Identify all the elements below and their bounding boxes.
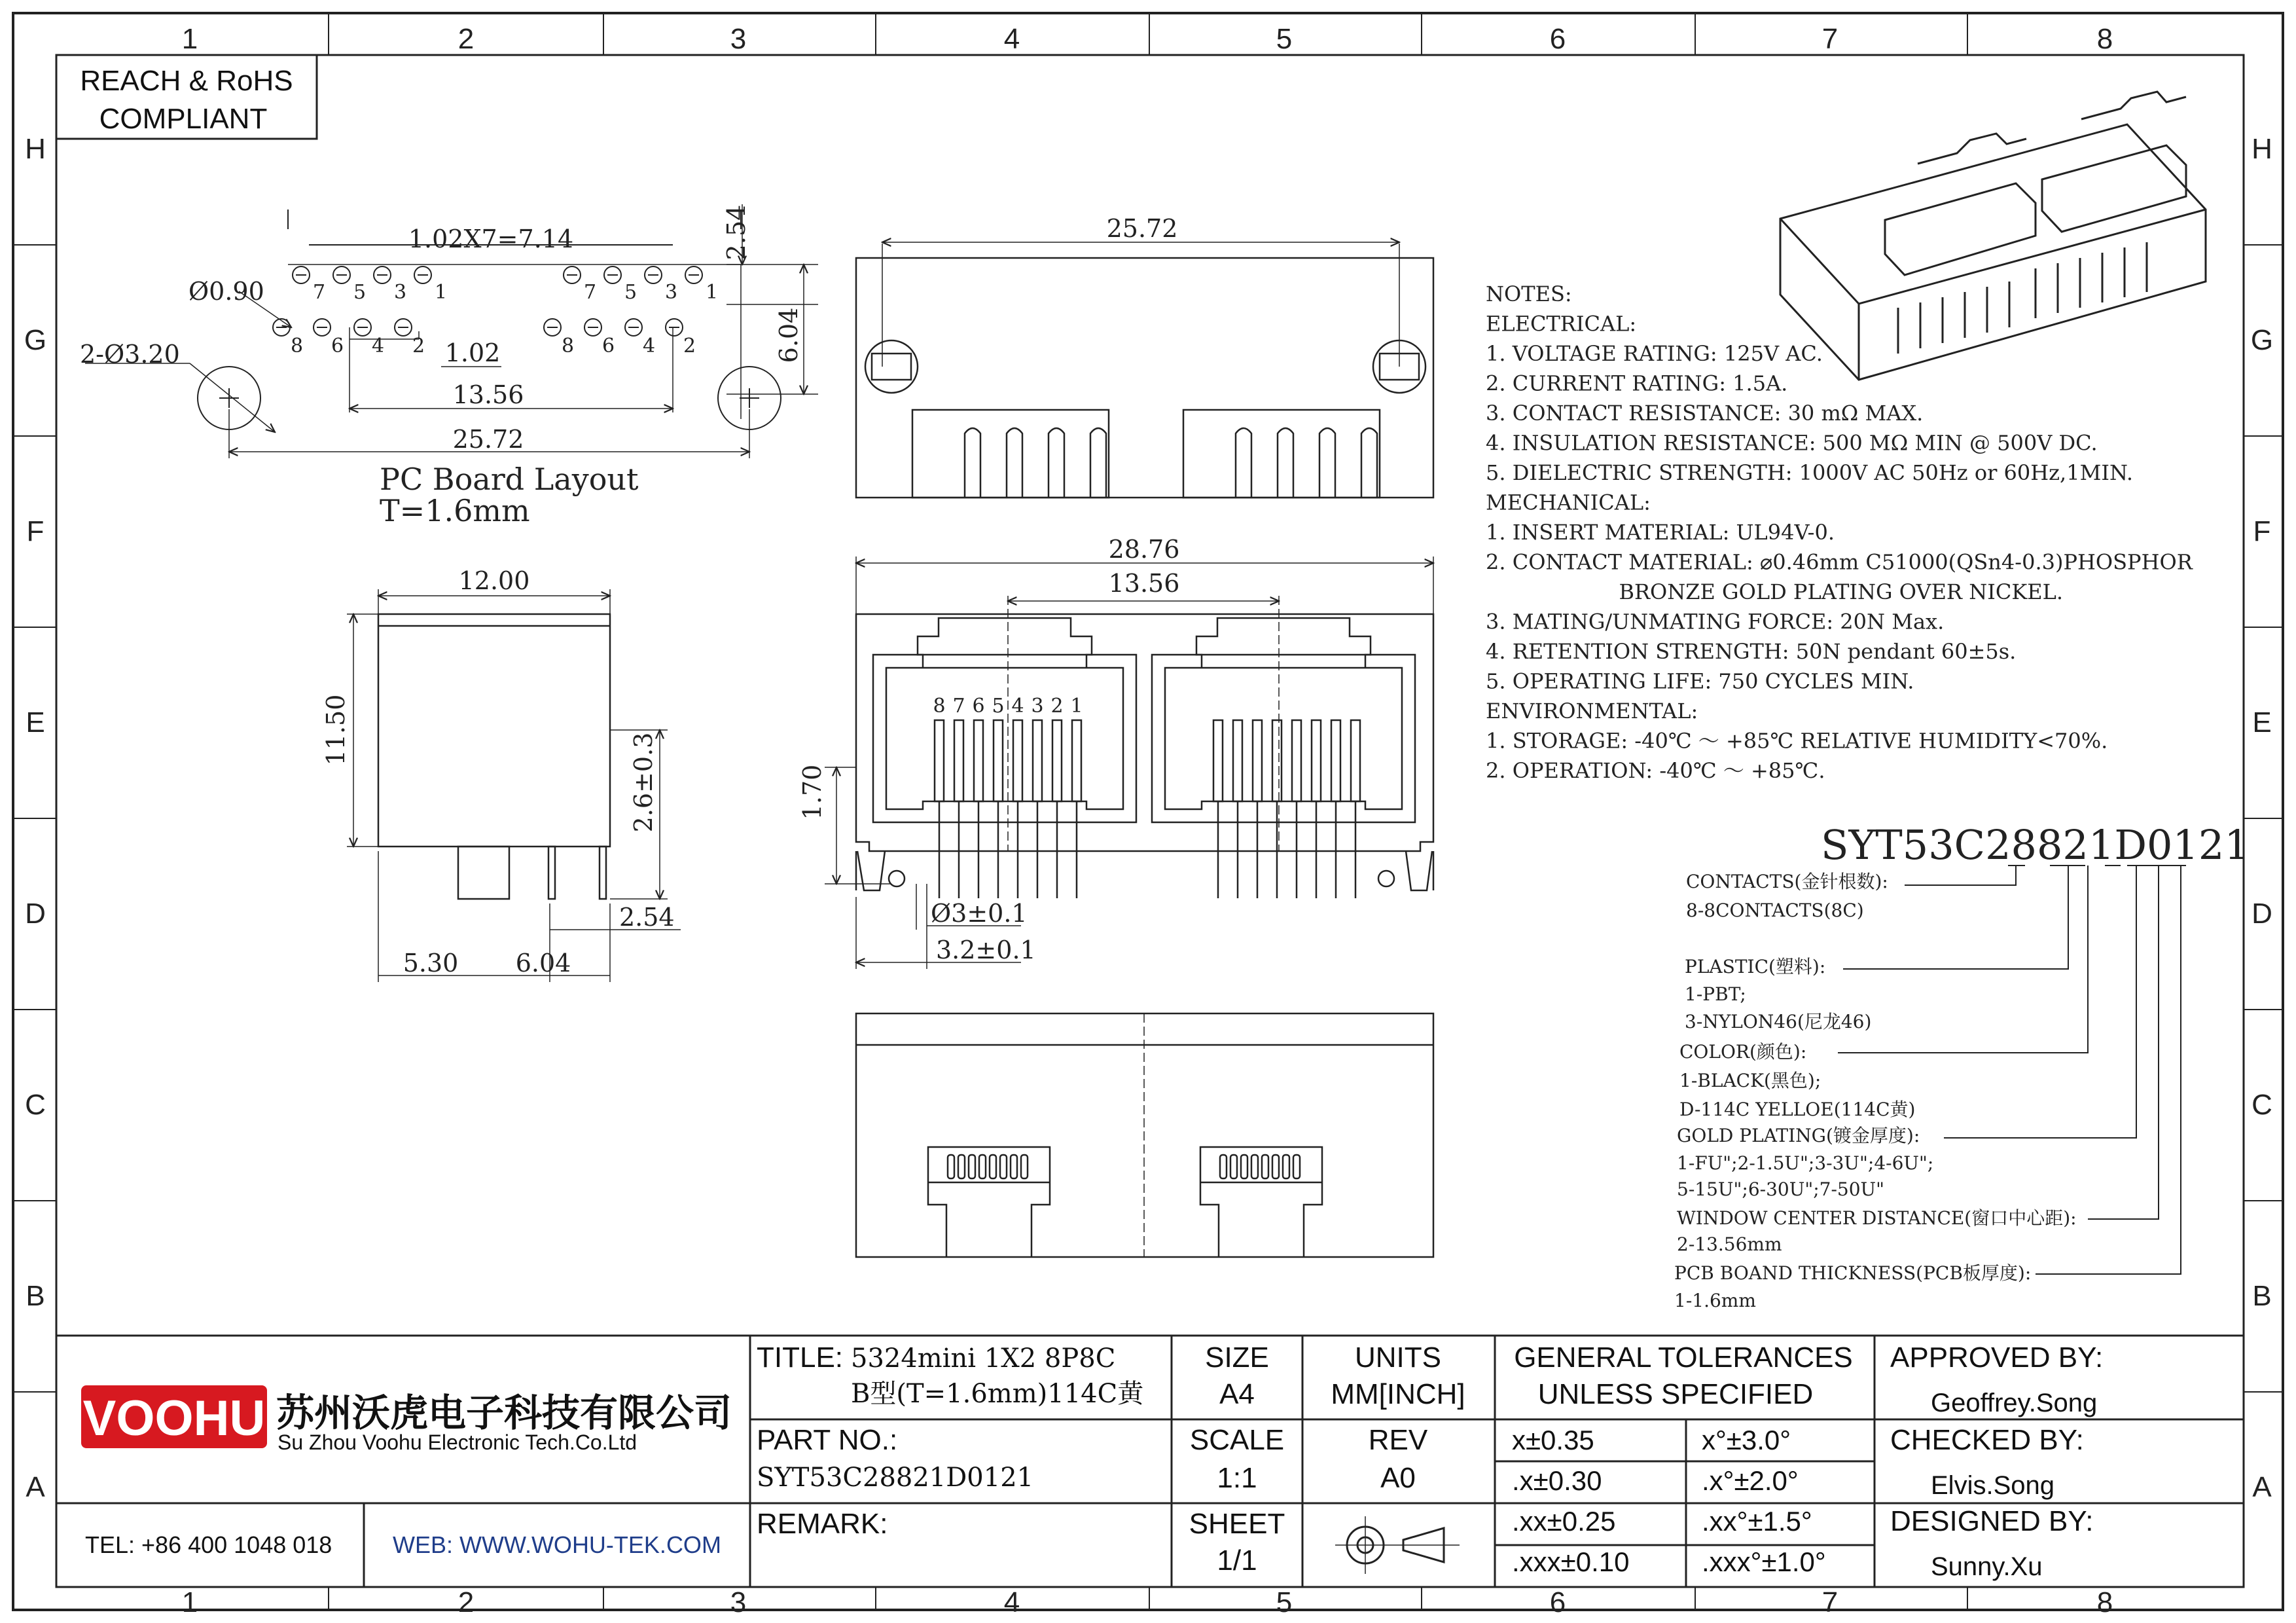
note-line: 5. DIELECTRIC STRENGTH: 1000V AC 50Hz or 60Hz,1MIN. — [1486, 460, 2134, 485]
note-line: 1. INSERT MATERIAL: UL94V-0. — [1486, 520, 1835, 545]
pin-number: 2 — [412, 335, 425, 357]
code-legend-line: D-114C YELLOE(114C黄) — [1679, 1099, 1916, 1120]
compliance-line1: REACH & RoHS — [80, 65, 293, 97]
tolerance-value: .xx±0.25 — [1512, 1506, 1616, 1537]
code-legend-line: COLOR(颜色): — [1679, 1041, 1807, 1063]
vertical-254-label: 2.54 — [722, 204, 751, 261]
approved-label: APPROVED BY: — [1890, 1341, 2104, 1374]
designed-name: Sunny.Xu — [1931, 1552, 2043, 1581]
note-line: 2. OPERATION: -40℃ ～ +85℃. — [1486, 758, 1825, 783]
pin-number: 7 — [313, 281, 326, 304]
pitch-label: 1.02X7=7.14 — [408, 225, 574, 253]
contact-number: 8 — [933, 695, 946, 718]
row-marker-C-left: C — [25, 1089, 46, 1121]
title-label: TITLE: — [757, 1341, 844, 1374]
note-line: 4. INSULATION RESISTANCE: 500 MΩ MIN @ 500V DC. — [1486, 430, 2098, 456]
note-line: 1. VOLTAGE RATING: 125V AC. — [1486, 341, 1823, 366]
code-legend-line: PLASTIC(塑料): — [1685, 956, 1826, 977]
pin-number: 3 — [394, 281, 407, 304]
row-marker-B-left: B — [26, 1280, 45, 1312]
pin-number: 8 — [562, 335, 575, 357]
note-line: 3. CONTACT RESISTANCE: 30 mΩ MAX. — [1486, 401, 1924, 426]
pin-number: 1 — [435, 281, 448, 304]
row-marker-F-left: F — [26, 515, 45, 547]
note-line: 2. CONTACT MATERIAL: ⌀0.46mm C51000(QSn4-0.3)PHOSPHOR — [1486, 549, 2193, 575]
side-530-label: 5.30 — [403, 949, 459, 977]
pin-number: 7 — [584, 281, 597, 304]
code-legend-line: GOLD PLATING(镀金厚度): — [1677, 1125, 1920, 1146]
column-marker-4-bottom: 4 — [1003, 1586, 1020, 1618]
contact-number: 5 — [992, 695, 1005, 718]
row-marker-G-right: G — [2250, 324, 2274, 356]
pin-number: 3 — [665, 281, 678, 304]
logo-text: VOOHU — [82, 1391, 266, 1446]
tel: TEL: +86 400 1048 018 — [85, 1531, 332, 1558]
row-marker-A-left: A — [26, 1471, 45, 1503]
rev-value: A0 — [1380, 1462, 1416, 1494]
pcb-caption-line2: T=1.6mm — [380, 493, 530, 528]
checked-name: Elvis.Song — [1931, 1471, 2054, 1500]
note-line: 4. RETENTION STRENGTH: 50N pendant 60±5s. — [1486, 639, 2017, 664]
code-legend-line: 1-1.6mm — [1674, 1290, 1756, 1311]
tolerance-value: .xxx°±1.0° — [1702, 1546, 1826, 1577]
window-distance-label: 13.56 — [452, 380, 524, 409]
title-line1: 5324mini 1X2 8P8C — [851, 1343, 1116, 1374]
column-marker-4-top: 4 — [1003, 23, 1020, 55]
approved-name: Geoffrey.Song — [1931, 1389, 2098, 1417]
contact-number: 2 — [1050, 695, 1064, 718]
top-width-label: 25.72 — [1106, 214, 1178, 243]
pin-number: 5 — [353, 281, 367, 304]
checked-label: CHECKED BY: — [1890, 1424, 2084, 1456]
column-marker-3-bottom: 3 — [730, 1586, 747, 1618]
row-marker-B-right: B — [2252, 1280, 2272, 1312]
total-width-label: 25.72 — [452, 425, 524, 454]
hole-label: 2-Ø3.20 — [80, 340, 180, 369]
row-marker-G-left: G — [24, 324, 47, 356]
note-line: MECHANICAL: — [1486, 490, 1651, 515]
size-label: SIZE — [1205, 1341, 1269, 1374]
sheet-label: SHEET — [1189, 1508, 1285, 1540]
pin-number: 6 — [602, 335, 615, 357]
column-marker-5-bottom: 5 — [1276, 1586, 1293, 1618]
pin-number: 6 — [331, 335, 344, 357]
column-marker-6-top: 6 — [1549, 23, 1566, 55]
tolerance-value: .x°±2.0° — [1702, 1465, 1799, 1496]
pin-diameter-label: Ø0.90 — [188, 277, 264, 306]
side-width-label: 12.00 — [458, 566, 530, 595]
pin-offset-label: 1.02 — [444, 338, 501, 367]
row-marker-E-right: E — [2252, 706, 2272, 739]
row-marker-H-left: H — [25, 133, 46, 165]
title-line2: B型(T=1.6mm)114C黄 — [851, 1379, 1144, 1409]
code-legend-line: WINDOW CENTER DISTANCE(窗口中心距): — [1677, 1207, 2077, 1229]
code-legend-line: 1-BLACK(黑色); — [1679, 1070, 1821, 1091]
column-marker-3-top: 3 — [730, 23, 747, 55]
code-legend-line: PCB BOAND THICKNESS(PCB板厚度): — [1674, 1262, 2032, 1284]
scale-label: SCALE — [1189, 1424, 1285, 1456]
row-marker-F-right: F — [2253, 515, 2271, 547]
note-line: 2. CURRENT RATING: 1.5A. — [1486, 371, 1788, 396]
column-marker-8-bottom: 8 — [2096, 1586, 2113, 1618]
pcb-caption-line1: PC Board Layout — [380, 462, 639, 497]
sheet-value: 1/1 — [1217, 1544, 1257, 1577]
contact-number: 7 — [952, 695, 965, 718]
row-marker-C-right: C — [2251, 1089, 2272, 1121]
front-32-label: 3.2±0.1 — [936, 936, 1036, 964]
part-no: SYT53C28821D0121 — [757, 1463, 1034, 1493]
tolerance-value: .x±0.30 — [1512, 1465, 1602, 1496]
contact-number: 4 — [1011, 695, 1024, 718]
pin-number: 8 — [291, 335, 304, 357]
column-marker-1-top: 1 — [181, 23, 198, 55]
code-legend-line: 8-8CONTACTS(8C) — [1686, 900, 1864, 921]
row-marker-E-left: E — [26, 706, 45, 739]
column-marker-8-top: 8 — [2096, 23, 2113, 55]
side-pin-length-label: 2.6±0.3 — [629, 732, 658, 833]
pin-number: 5 — [624, 281, 637, 304]
column-marker-1-bottom: 1 — [181, 1586, 198, 1618]
row-marker-D-right: D — [2251, 898, 2272, 930]
tolerance-value: x±0.35 — [1512, 1425, 1594, 1455]
row-marker-H-right: H — [2251, 133, 2272, 165]
row-marker-D-left: D — [25, 898, 46, 930]
side-height-label: 11.50 — [321, 694, 350, 766]
note-line: 3. MATING/UNMATING FORCE: 20N Max. — [1486, 609, 1945, 634]
contact-number: 1 — [1070, 695, 1083, 718]
company-en: Su Zhou Voohu Electronic Tech.Co.Ltd — [278, 1431, 637, 1454]
web: WEB: WWW.WOHU-TEK.COM — [393, 1531, 721, 1558]
column-marker-7-top: 7 — [1821, 23, 1839, 55]
pin-number: 2 — [683, 335, 696, 357]
column-marker-7-bottom: 7 — [1821, 1586, 1839, 1618]
scale-value: 1:1 — [1217, 1462, 1257, 1494]
note-line: BRONZE GOLD PLATING OVER NICKEL. — [1486, 579, 2063, 604]
side-pitch-label: 2.54 — [619, 903, 675, 932]
note-line: NOTES: — [1486, 282, 1572, 306]
pin-number: 4 — [372, 335, 385, 357]
code-legend-line: 5-15U";6-30U";7-50U" — [1677, 1178, 1885, 1200]
tolerance-value: .xxx±0.10 — [1512, 1546, 1630, 1577]
code-legend-line: 2-13.56mm — [1677, 1233, 1782, 1255]
tolerance-value: x°±3.0° — [1702, 1425, 1791, 1455]
front-170-label: 1.70 — [798, 764, 827, 820]
note-line: ENVIRONMENTAL: — [1486, 699, 1698, 723]
front-window-label: 13.56 — [1108, 569, 1180, 598]
designed-label: DESIGNED BY: — [1890, 1505, 2094, 1537]
column-marker-5-top: 5 — [1276, 23, 1293, 55]
contact-number: 3 — [1031, 695, 1044, 718]
code-legend-line: 1-PBT; — [1685, 983, 1746, 1005]
column-marker-2-bottom: 2 — [457, 1586, 475, 1618]
contact-number: 6 — [972, 695, 985, 718]
note-line: 1. STORAGE: -40℃ ～ +85℃ RELATIVE HUMIDITY<70%. — [1486, 728, 2108, 754]
company-cn: 苏州沃虎电子科技有限公司 — [276, 1392, 732, 1434]
code-legend-line: 3-NYLON46(尼龙46) — [1685, 1011, 1872, 1032]
tolerance-value: .xx°±1.5° — [1702, 1506, 1812, 1537]
column-marker-2-top: 2 — [457, 23, 475, 55]
remark-label: REMARK: — [757, 1508, 888, 1540]
code-legend-line: CONTACTS(金针根数): — [1686, 871, 1888, 892]
column-marker-6-bottom: 6 — [1549, 1586, 1566, 1618]
voohu-logo — [81, 1385, 267, 1448]
tol-header1: GENERAL TOLERANCES — [1514, 1341, 1853, 1374]
units-label: UNITS — [1355, 1341, 1441, 1374]
note-line: 5. OPERATING LIFE: 750 CYCLES MIN. — [1486, 668, 1914, 694]
code-legend-line: 1-FU";2-1.5U";3-3U";4-6U"; — [1677, 1152, 1934, 1174]
row-marker-A-right: A — [2252, 1471, 2272, 1503]
front-width-label: 28.76 — [1108, 535, 1180, 564]
side-604-label: 6.04 — [515, 949, 571, 977]
compliance-line2: COMPLIANT — [99, 103, 268, 135]
front-post-label: Ø3±0.1 — [931, 899, 1028, 928]
tol-header2: UNLESS SPECIFIED — [1537, 1378, 1814, 1410]
vertical-604-label: 6.04 — [774, 307, 803, 363]
pin-number: 1 — [706, 281, 719, 304]
pin-number: 4 — [643, 335, 656, 357]
size-value: A4 — [1219, 1378, 1255, 1410]
part-no-label: PART NO.: — [757, 1424, 898, 1456]
part-code: SYT53C28821D0121 — [1821, 821, 2250, 869]
units-value: MM[INCH] — [1331, 1378, 1465, 1410]
rev-label: REV — [1368, 1424, 1428, 1456]
note-line: ELECTRICAL: — [1486, 311, 1637, 337]
